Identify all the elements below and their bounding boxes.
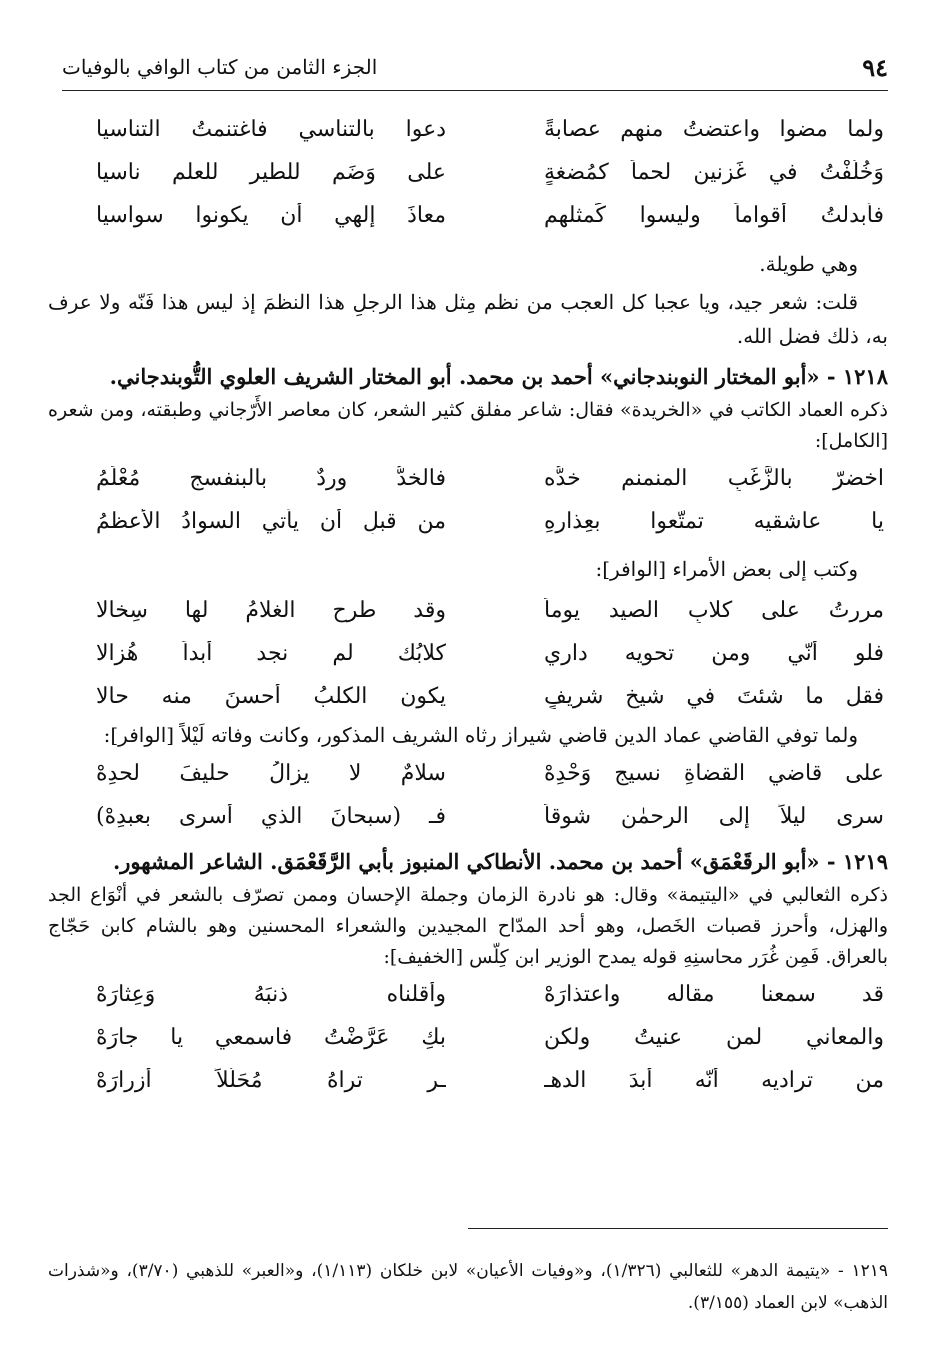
second-hemistich: سلامٌ لا يزالُ حليفَ لحدِهْ bbox=[96, 761, 446, 786]
intro-to-emir: وكتب إلى بعض الأمراء [الوافر]: bbox=[595, 557, 858, 581]
verse-line bbox=[48, 675, 888, 718]
first-hemistich: اخضرّ بالزَّغَبِ المنمنم خدُّه bbox=[544, 466, 884, 491]
first-hemistich: من تراديه أنّه أبدَ الدهـ bbox=[544, 1068, 884, 1093]
page-header bbox=[62, 44, 888, 91]
author-comment: قلت: شعر جيد، ويا عجبا كل العجب من نظم مِثل هذا الرجلِ هذا النظمَ إذ ليس هذا فَنّه ولا عرف به، ذلك فضل الله. bbox=[48, 290, 888, 348]
verse-line bbox=[48, 1059, 888, 1102]
note-long: وهي طويلة. bbox=[759, 252, 858, 276]
poem-elegy bbox=[48, 752, 888, 838]
first-hemistich: فأُبدلتُ أقواماً وليسوا كَمثلهم bbox=[544, 203, 884, 228]
second-hemistich: فالخدُّ وردٌ بالبنفسج مُعْلَمُ bbox=[96, 466, 446, 491]
verse-line bbox=[48, 1016, 888, 1059]
second-hemistich: يكون الكلبُ أحسنَ منه حالا bbox=[96, 684, 446, 709]
second-hemistich: فـ (سبحانَ الذي أسرى بعبدِهْ) bbox=[96, 804, 446, 829]
second-hemistich: وقد طرح الغلامُ لها سِخالا bbox=[96, 598, 446, 623]
verse-line bbox=[48, 752, 888, 795]
verse-line bbox=[48, 108, 888, 151]
entry-1219-heading: ١٢١٩ - «أبو الرقَعْمَق» أحمد بن محمد. الأنطاكي المنبوز بأبي الرَّقَعْمَق. الشاعر المشهور. bbox=[112, 849, 888, 874]
verse-line bbox=[48, 589, 888, 632]
verse-line bbox=[48, 194, 888, 237]
second-hemistich: من قبلِ أن يأتي السوادُ الأعظمُ bbox=[96, 509, 446, 534]
first-hemistich: فلو أنّي ومن تحويه داري bbox=[544, 641, 884, 666]
footnote-separator bbox=[468, 1228, 888, 1229]
verse-line bbox=[48, 632, 888, 675]
second-hemistich: معاذَ إلهي أن يكونوا سواسيا bbox=[96, 203, 446, 228]
death-note: ولما توفي القاضي عماد الدين قاضي شيراز رثاه الشريف المذكور، وكانت وفاته لَيْلاً [الوافر]: bbox=[103, 723, 858, 747]
first-hemistich: ولما مضوا واعتضتُ منهم عصابةً bbox=[544, 117, 884, 142]
first-hemistich: فقل ما شئتَ في شيخٍ شريفٍ bbox=[544, 684, 884, 709]
second-hemistich: دعوا بالتناسي فاغتنمتُ التناسيا bbox=[96, 117, 446, 142]
running-title: الجزء الثامن من كتاب الوافي بالوفيات bbox=[62, 55, 378, 79]
verse-line bbox=[48, 151, 888, 194]
first-hemistich: مررتُ على كلابِ الصيد يوماً bbox=[544, 598, 884, 623]
entry-1219-body: ذكره الثعالبي في «اليتيمة» وقال: هو نادرة الزمان وجملة الإحسان وممن تصرّف بالشعر في أنْوَاع الجد والهزل، وأحرز قصبات الخَصل، وهو أحد المدّاح المجيدين والشعراء المحسنين وهو بالشام كابن حَجّاج بالعراق. فَمِن غُرَر محاسنِهِ قوله يمدح الوزير ابن كِلّس [الخفيف]: bbox=[48, 884, 888, 968]
entry-1218-body: ذكره العماد الكاتب في «الخريدة» فقال: شاعر مفلق كثير الشعر، كان معاصر الأَرّجاني وطبقته، ومن شعره [الكامل]: bbox=[48, 399, 888, 452]
entry-1218-heading: ١٢١٨ - «أبو المختار النوبندجاني» أحمد بن محمد. أبو المختار الشريف العلوي التُّوبندجاني. bbox=[109, 364, 888, 389]
poem-ghazni bbox=[48, 108, 888, 237]
verse-line bbox=[48, 457, 888, 500]
verse-line bbox=[48, 795, 888, 838]
first-hemistich: وَخُلّفْتُ في غَزنين لحماً كمُضغةٍ bbox=[544, 160, 884, 185]
second-hemistich: على وَضَمٍ للطيرِ للعلم ناسيا bbox=[96, 160, 446, 185]
first-hemistich: سرى ليلاً إلى الرحمٰنِ شوقاً bbox=[544, 804, 884, 829]
first-hemistich: على قاضي القضاةِ نسيجِ وَحْدِهْ bbox=[544, 761, 884, 786]
second-hemistich: وأقلناه ذنبَهُ وَعِثارَهْ bbox=[96, 982, 446, 1007]
second-hemistich: بكِ عَرَّضْتُ فاسمعي يا جارَهْ bbox=[96, 1025, 446, 1050]
first-hemistich: يا عاشقيه تمتّعوا بعِذارِهِ bbox=[544, 509, 884, 534]
footnote: ١٢١٩ - «يتيمة الدهر» للثعالبي (١/٣٢٦)، و«وفيات الأعيان» لابن خلكان (١/١١٣)، و«العبر» للذهبي (٣/٧٠)، و«شذرات الذهب» لابن العماد (٣/١٥٥). bbox=[48, 1261, 888, 1313]
second-hemistich: كلابُك لم نجد أبداً هُزالا bbox=[96, 641, 446, 666]
poem-hunting-dogs bbox=[48, 589, 888, 718]
first-hemistich: قد سمعنا مقاله واعتذارَهْ bbox=[544, 982, 884, 1007]
verse-line bbox=[48, 500, 888, 543]
page-body bbox=[48, 108, 888, 1102]
poem-apology bbox=[48, 973, 888, 1102]
page-number: ٩٤ bbox=[862, 52, 888, 82]
second-hemistich: ـرِ تراهُ مُحَلّلاً أزرارَهْ bbox=[96, 1068, 446, 1093]
first-hemistich: والمعاني لمن عنيتُ ولكن bbox=[544, 1025, 884, 1050]
poem-cheek bbox=[48, 457, 888, 543]
verse-line bbox=[48, 973, 888, 1016]
